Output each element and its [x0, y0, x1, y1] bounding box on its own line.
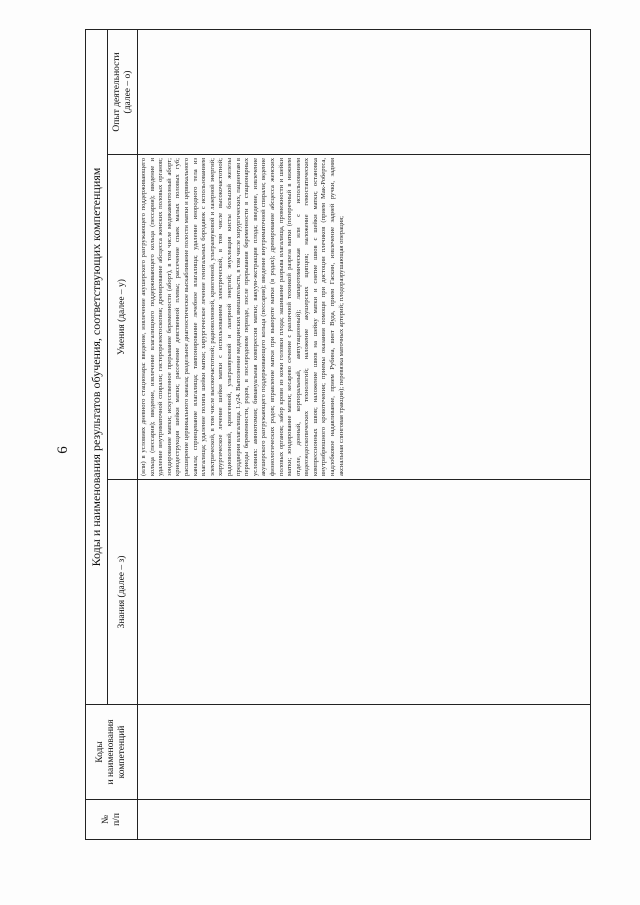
header-results-group: Коды и наименования результатов обучения, соответствующих компетенциям — [86, 30, 108, 705]
header-knowledge: Знания (далее – з) — [108, 480, 138, 705]
cell-experience — [138, 30, 591, 155]
header-experience: Опыт деятельности (далее – о) — [108, 30, 138, 155]
cell-num — [138, 800, 591, 840]
page-number: 6 — [55, 446, 71, 454]
cell-codes — [138, 705, 591, 800]
header-num: № п/п — [86, 800, 138, 840]
cell-skills: (или) в условиях дневного стационара: введение, извлечение акушерского разгружающего поддерживающего кольца (пессария); введение, извлечение влагалищного поддерживающего кольца (пессария); введение и удаление внутриматочной спирали; гистерорезектоскопия; дренирование абсцесса женских половых органов; зондирование матки; искусственное прерывание беременности (аборт), в том числе медикаментозный аборт; криодеструкция шейки матки; рассечение девственной плевы; рассечение спаек малых половых губ; расширение цервикального канала; раздельное диагностическое выскабливание полости матки и цервикального канала; спринцевание влагалища; тампонирование лечебное влагалища; удаление инородного тела из влагалища; удаление полипа шейки матки; хирургическое лечение генитальных бородавок с использованием электрической, в том числе высокочастотной; радиоволновой, криогенной, ультразвуковой и лазерной энергий; хирургическое лечение шейки матки с использованием электрической, в том числе высокочастотной; радиоволновой, криогенной, ультразвуковой и лазерной энергий; энуклеация кисты большой железы преддверия влагалища. 1.у24. Выполнение медицинских вмешательств, в том числе хирургических, пациентам в периоды беременности, родов, в послеродовом периоде, после прерывания беременности в стационарных условиях: амниотомия; бимануальная компрессия матки; вакуум-экстракция плода; введение, извлечение акушерского разгружающего поддерживающего кольца (пессария); введение внутриматочной спирали; ведение физиологических родов; вправление матки при вывороте матки (в родах); дренирование абсцесса женских половых органов; забор крови из кожи головки плода; зашивание разрыва влагалища, промежности и шейки матки; зондирование матки; кесарево сечение с различной техникой разреза матки (поперечный в нижнем отделе, донный, корпоральный, ампутационный); лапаротомическая или с использованием видеоэндоскопических технологий; наложение акушерских щипцов; наложение гемостатических компрессионных швов; наложение швов на шейку матки и снятие швов с шейки матки; остановка внутрибрюшного кровотечения; приемы оказания помощи при дистоции плечиков (прием Мак-Робертса, надлобковое надавливание, прием Рубина, винт Вуда, прием Гаскин, извлечение задней ручки, задняя аксиальная слинговая тракция); перевязка маточных артерий; плодоразрушающая операция; — [138, 155, 591, 480]
competency-table — [85, 29, 591, 840]
cell-knowledge — [138, 480, 591, 705]
competency-table-rotated — [85, 30, 591, 840]
header-codes: Коды и наименования компетенций — [86, 705, 138, 800]
header-skills: Умения (далее – у) — [108, 155, 138, 480]
